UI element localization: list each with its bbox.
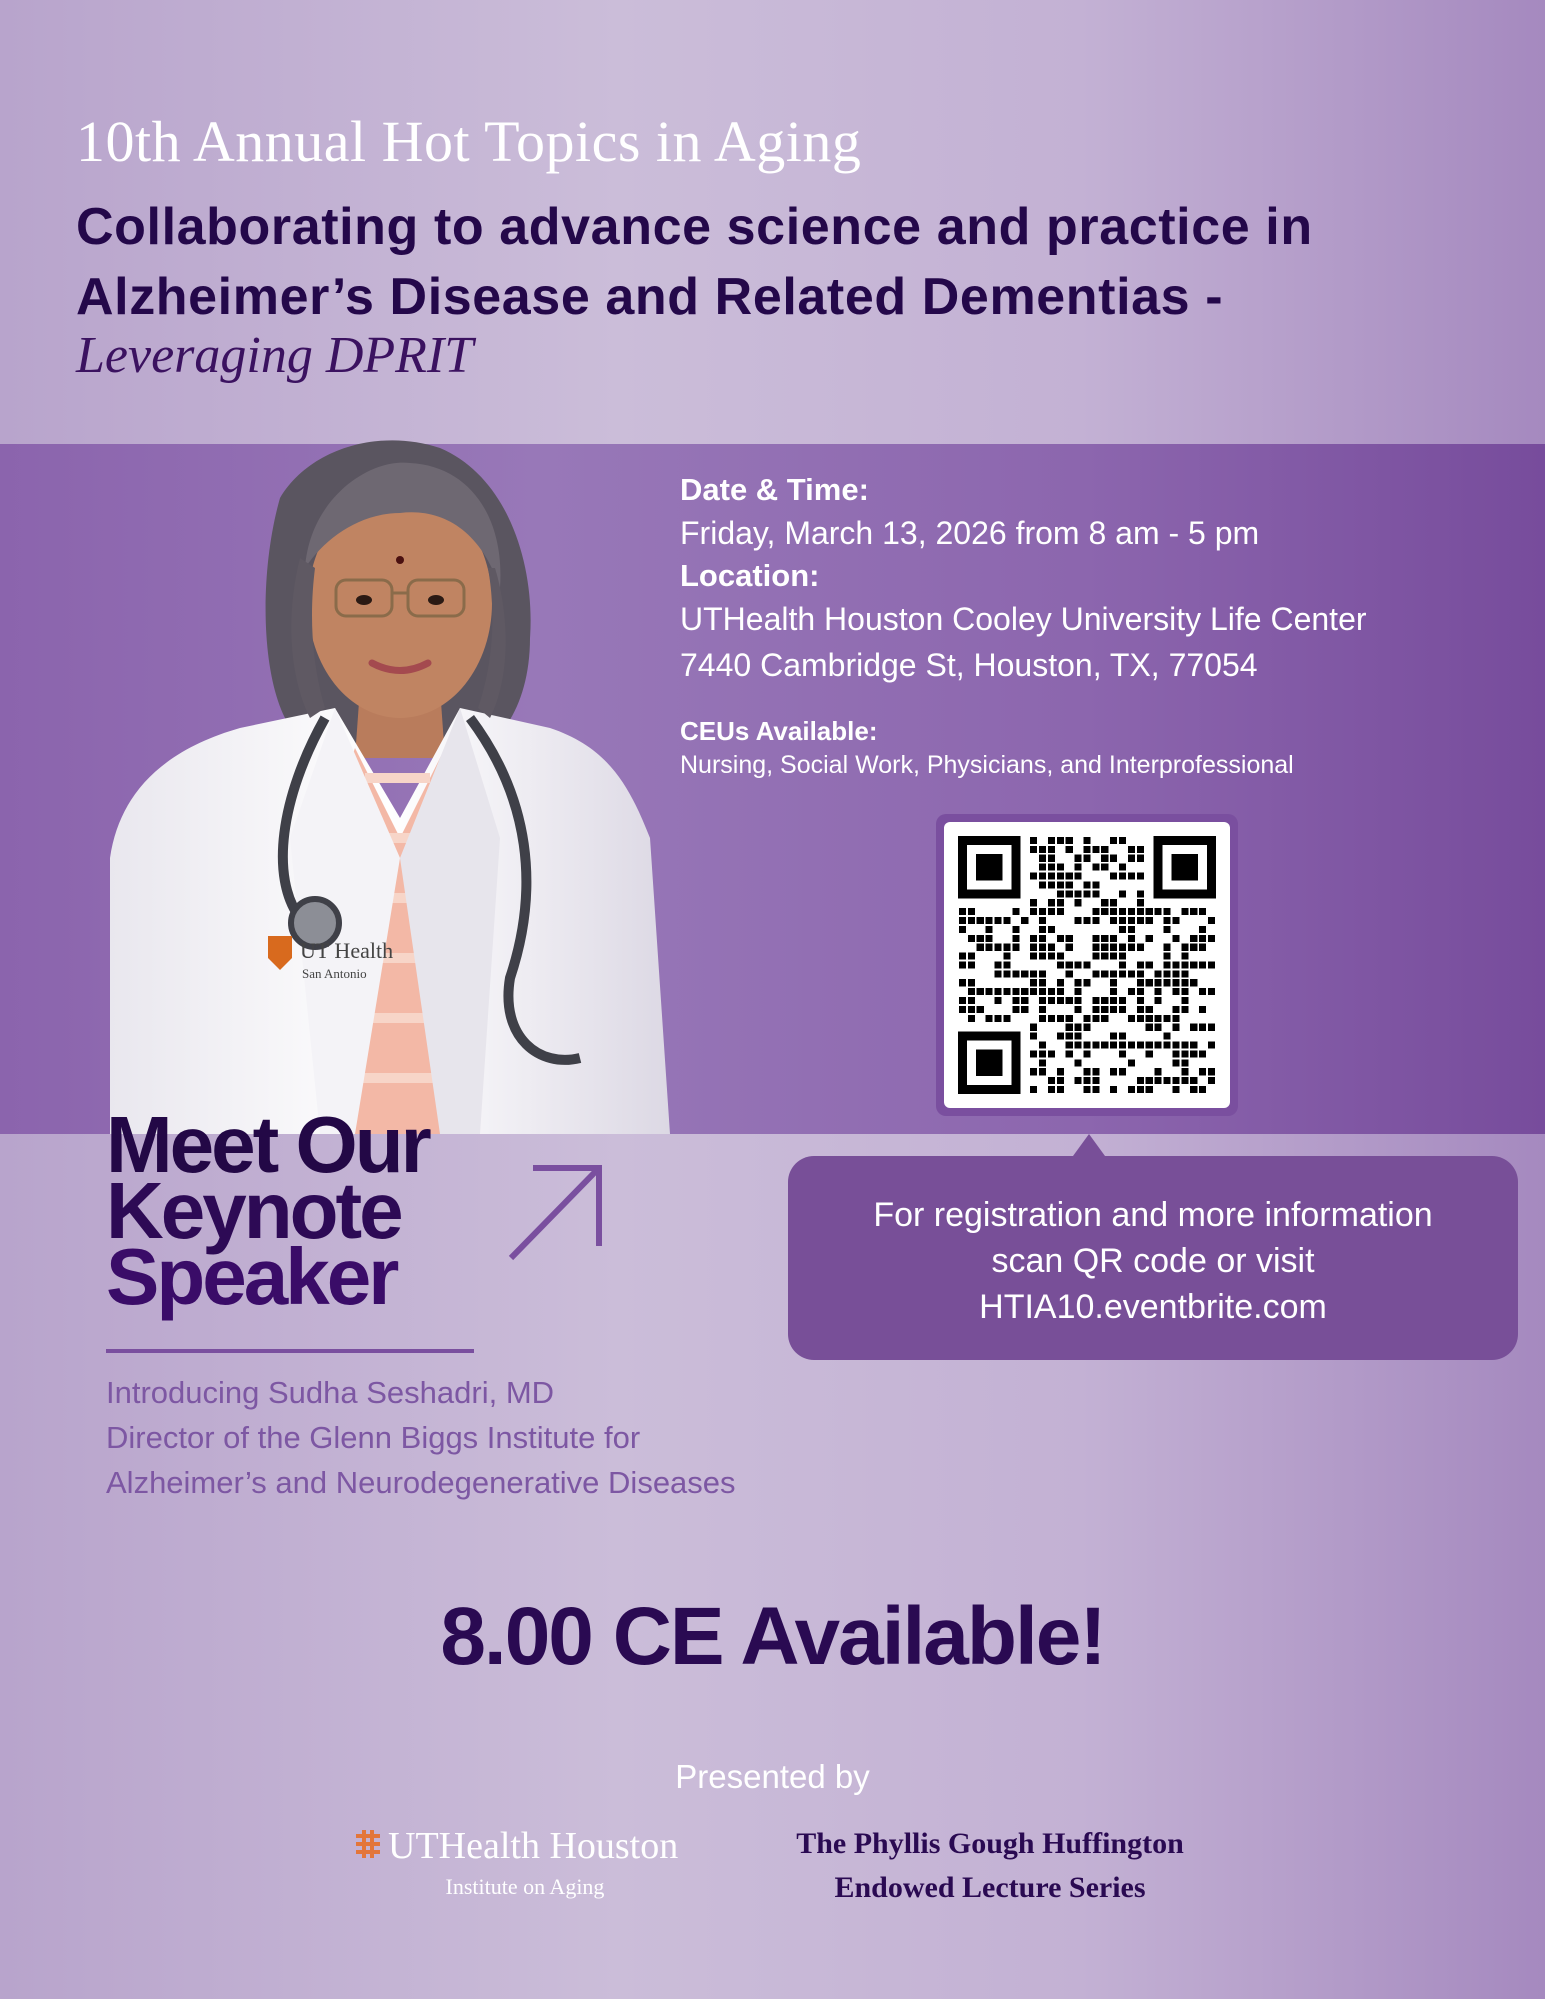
speaker-role-line2: Alzheimer’s and Neurodegenerative Diseases [106, 1465, 736, 1500]
registration-line1: For registration and more information [873, 1196, 1433, 1234]
keynote-line3: Speaker [106, 1232, 397, 1321]
lecture-series-logo [740, 1822, 1240, 1910]
keynote-line2: Keynote [106, 1166, 401, 1255]
event-headline: Collaborating to advance science and practice in Alzheimer’s Disease and Related Dementias - [76, 198, 1313, 326]
uthealth-mark-icon [354, 1830, 382, 1858]
keynote-heading [106, 1100, 429, 1321]
speaker-role-line1: Director of the Glenn Biggs Institute for [106, 1420, 641, 1455]
lecture-series-line2: Endowed Lecture Series [834, 1871, 1146, 1904]
event-details [680, 470, 1500, 782]
location-line2: 7440 Cambridge St, Houston, TX, 77054 [680, 647, 1258, 683]
speaker-portrait [110, 418, 730, 1134]
lecture-series-line1: The Phyllis Gough Huffington [796, 1827, 1184, 1860]
location-line1: UTHealth Houston Cooley University Life Center [680, 601, 1367, 637]
keynote-divider [106, 1349, 474, 1353]
keynote-line1: Meet Our [106, 1100, 429, 1189]
ceu-label: CEUs Available: [680, 716, 878, 746]
registration-qr-code[interactable] [936, 814, 1238, 1116]
coat-logo-subtext: San Antonio [302, 966, 367, 981]
registration-line2: scan QR code or visit [991, 1242, 1315, 1280]
presented-by: Presented by [675, 1758, 870, 1795]
qr-code-icon [958, 836, 1216, 1094]
registration-url[interactable]: HTIA10.eventbrite.com [979, 1288, 1327, 1326]
event-subhead: Leveraging DPRIT [76, 327, 474, 384]
uthealth-name: UTHealth Houston [388, 1825, 679, 1867]
speaker-intro [106, 1370, 866, 1505]
date-label: Date & Time: [680, 472, 869, 507]
coat-logo-text: UT Health [300, 938, 394, 963]
callout-pointer [1073, 1134, 1105, 1156]
uthealth-logo [354, 1824, 696, 1904]
date-value: Friday, March 13, 2026 from 8 am - 5 pm [680, 515, 1260, 551]
location-label: Location: [680, 558, 820, 593]
uthealth-institute: Institute on Aging [445, 1874, 605, 1899]
ce-banner: 8.00 CE Available! [440, 1591, 1105, 1682]
event-series-title: 10th Annual Hot Topics in Aging [76, 109, 862, 174]
registration-callout [788, 1156, 1518, 1360]
speaker-name: Introducing Sudha Seshadri, MD [106, 1375, 555, 1410]
ceu-value: Nursing, Social Work, Physicians, and Interprofessional [680, 751, 1294, 779]
arrow-up-right-icon [505, 1162, 605, 1262]
